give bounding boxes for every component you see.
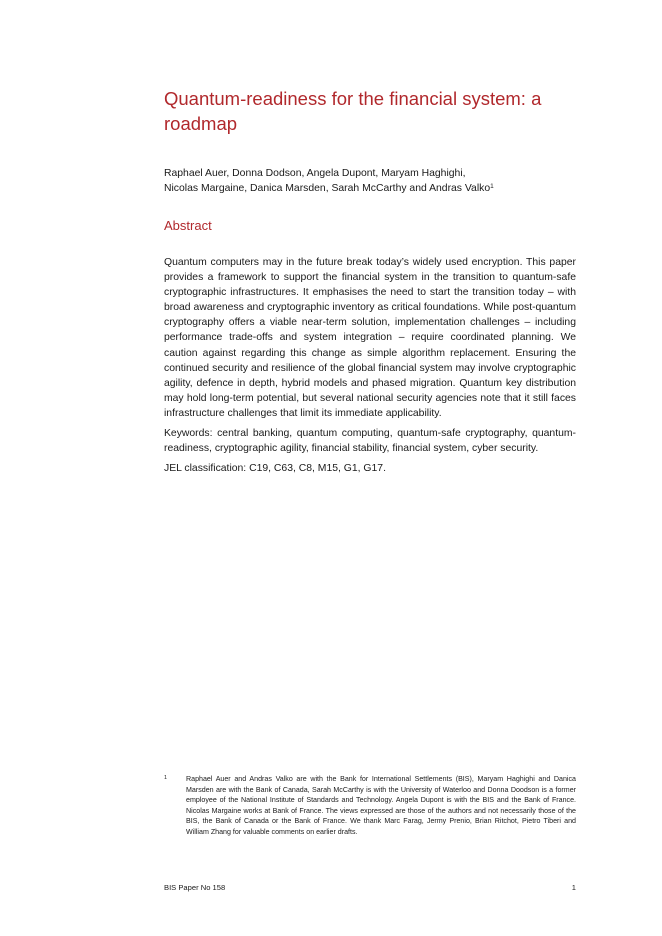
author-line-2: Nicolas Margaine, Danica Marsden, Sarah McCarthy and Andras Valko: [164, 183, 491, 194]
author-list: [164, 166, 576, 196]
keywords: Keywords: central banking, quantum computing, quantum-safe cryptography, quantum-readiness, cryptographic agility, financial stability, financial system, cyber security.: [164, 428, 576, 455]
abstract-paragraph: Quantum computers may in the future break today’s widely used encryption. This paper provides a framework to support the financial system in the transition to quantum-safe cryptographic infrastructures. It emphasises the need to start the transition today – with broad awareness and cryptographic inventory as critical foundations. While post-quantum cryptography offers a viable near-term solution, implementation challenges – including performance trade-offs and system integration – require coordinated planning. We caution against regarding this change as simple algorithm replacement. Ensuring the continued security and resilience of the global financial system may involve cryptographic agility, defence in depth, hybrid models and phased migration. Quantum key distribution may hold long-term potential, but several national security agencies note that it still faces infrastructure challenges that limit its immediate applicability.: [164, 257, 576, 419]
footer-publication: BIS Paper No 158: [164, 883, 226, 892]
jel-classification: JEL classification: C19, C63, C8, M15, G1, G17.: [164, 463, 386, 475]
footnote-text: Raphael Auer and Andras Valko are with the Bank for International Settlements (BIS), Maryam Haghighi and Danica Marsden are with the Bank of Canada, Sarah McCarthy is with the University of Waterloo and Donna Doodson is a former employee of the National Institute of Standards and Technology. Angela Dupont is with the BIS and the Bank of France. Nicolas Margaine works at Bank of France. The views expressed are those of the authors and not necessarily those of the BIS, the Bank of Canada or the Bank of France. We thank Marc Farag, Jermy Prenio, Brian Ritchot, Pietro Tiberi and William Zhang for valuable comments on earlier drafts.: [186, 775, 576, 836]
abstract-heading: Abstract: [164, 218, 212, 233]
abstract-section: [164, 255, 576, 481]
page-number: 1: [571, 883, 576, 892]
page-footer: [164, 883, 576, 893]
footnote-reference[interactable]: 1: [490, 183, 494, 190]
footnote-mark: 1: [164, 775, 168, 781]
author-line-1: Raphael Auer, Donna Dodson, Angela Dupont, Maryam Haghighi,: [164, 168, 466, 179]
footnote: [164, 774, 576, 838]
paper-title: Quantum-readiness for the financial system: a roadmap: [164, 88, 542, 134]
